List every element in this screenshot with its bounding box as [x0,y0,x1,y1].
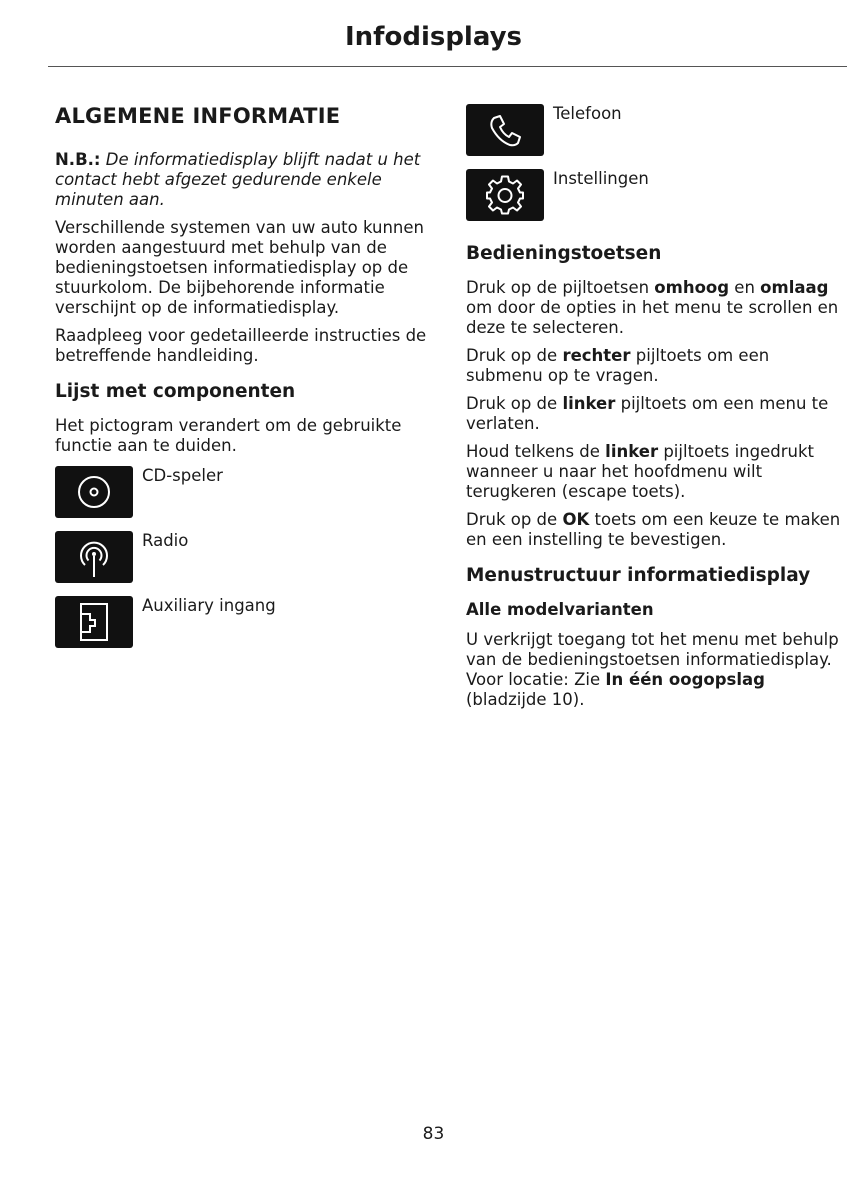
cross-reference: In één oogopslag [605,670,765,689]
left-column [55,100,433,661]
key-ok: OK [562,510,590,529]
section-title: ALGEMENE INFORMATIE [55,104,341,128]
radio-icon [55,531,133,583]
key-right: rechter [562,346,631,365]
list-item [466,169,846,234]
text: en [729,278,761,297]
text: pijltoets om een submenu op te vragen. [466,346,770,385]
right-column [466,104,846,718]
components-intro: Het pictogram verandert om de gebruikte functie aan te duiden. [55,416,402,455]
controls-title: Bedieningstoetsen [466,243,662,264]
text: Druk op de [466,394,563,413]
list-item [55,531,433,596]
text: Houd telkens de [466,442,606,461]
text: Druk op de [466,346,563,365]
controls-left [466,394,846,434]
note-text: De informatiedisplay blijft nadat u het contact hebt afgezet gedurende enkele minuten aan. [55,150,421,209]
list-item [466,104,846,169]
menu-access-paragraph [466,630,846,710]
menu-structure-title: Menustructuur informatiedisplay [466,565,811,586]
key-left: linker [605,442,659,461]
controls-up-down [466,278,846,338]
icon-label: Instellingen [553,169,649,188]
list-item [55,466,433,531]
icon-label: Telefoon [553,104,622,123]
components-title: Lijst met componenten [55,381,296,402]
icon-label: Radio [142,531,189,550]
key-left: linker [562,394,616,413]
text: (bladzijde 10). [466,690,585,709]
text: pijltoets ingedrukt wanneer u naar het hoofdmenu wilt terugkeren (escape toets). [466,442,814,501]
aux-input-icon [55,596,133,648]
paragraph-systems: Verschillende systemen van uw auto kunnen worden aangestuurd met behulp van de bedieningstoetsen informatiedisplay op de stuurkolom. De bijbehorende informatie verschijnt op de informatiedisplay. [55,218,424,317]
all-models-title: Alle modelvarianten [466,600,654,619]
controls-ok [466,510,846,550]
key-up: omhoog [654,278,730,297]
text: Druk op de [466,510,563,529]
paragraph-refer: Raadpleeg voor gedetailleerde instructies de betreffende handleiding. [55,326,427,365]
note-label: N.B.: [55,150,101,169]
header-divider [48,66,847,67]
controls-escape [466,442,846,502]
text: Druk op de pijltoetsen [466,278,655,297]
key-down: omlaag [760,278,829,297]
text: U verkrijgt toegang tot het menu met behulp van de bedieningstoetsen informatiedisplay. Voor locatie: Zie [466,630,839,689]
text: toets om een keuze te maken en een instelling te bevestigen. [466,510,841,549]
note [55,150,433,210]
list-item [55,596,433,661]
controls-right [466,346,846,386]
cd-icon [55,466,133,518]
gear-icon [466,169,544,221]
icon-label: CD-speler [142,466,223,485]
page-title: Infodisplays [344,22,523,52]
page-number: 83 [422,1124,445,1144]
icon-label: Auxiliary ingang [142,596,276,615]
text: pijltoets om een menu te verlaten. [466,394,829,433]
phone-icon [466,104,544,156]
text: om door de opties in het menu te scrollen en deze te selecteren. [466,298,839,337]
